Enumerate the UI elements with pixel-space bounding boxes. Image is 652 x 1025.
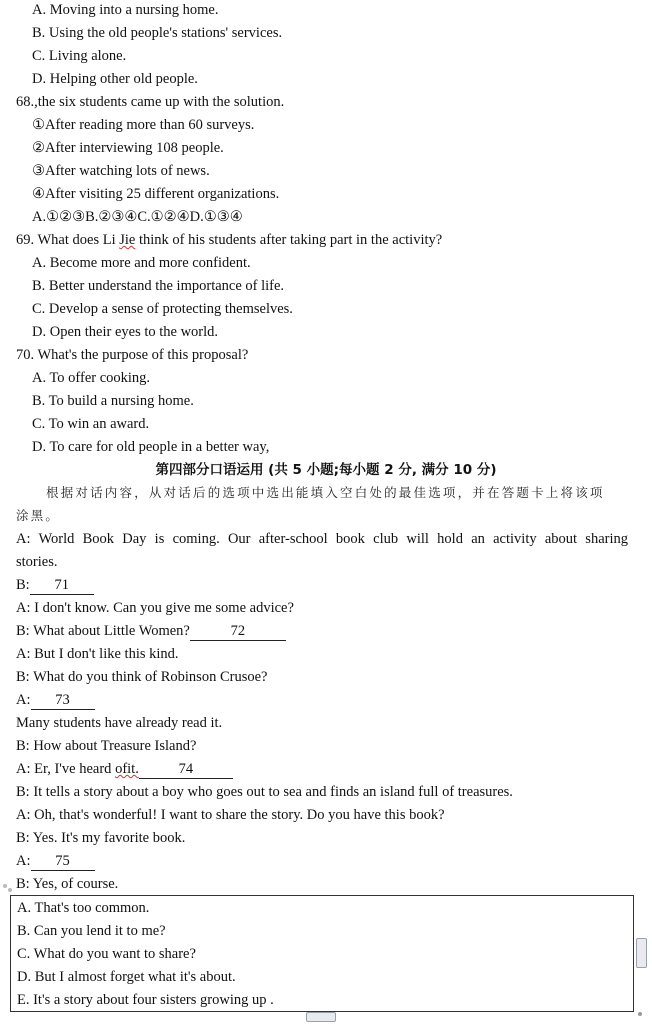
- q70-stem: 70. What's the purpose of this proposal?: [16, 347, 249, 363]
- dialogue-line-10-word: ofit.: [115, 761, 139, 777]
- q68-item-4: ④After visiting 25 different organizations.: [32, 186, 280, 202]
- dialogue-line-4: [16, 621, 286, 641]
- blank-74: 74: [139, 760, 233, 779]
- right-resize-handle[interactable]: [636, 938, 647, 968]
- q69-option-a: A. Become more and more confident.: [32, 255, 251, 271]
- q68-choices: A.①②③B.②③④C.①②④D.①③④: [32, 209, 243, 225]
- dialogue-line-5: A: But I don't like this kind.: [16, 646, 179, 662]
- box-option-b: B. Can you lend it to me?: [17, 923, 166, 939]
- q69-stem: [16, 230, 442, 250]
- bottom-resize-handle[interactable]: [306, 1012, 336, 1022]
- q67-option-d: D. Helping other old people.: [32, 71, 198, 87]
- dialogue-line-1a: A: World Book Day is coming. Our after-school book club will hold an activity about sharing: [16, 531, 628, 547]
- dialogue-line-9: B: How about Treasure Island?: [16, 738, 197, 754]
- q68-stem: 68.,the six students came up with the solution.: [16, 94, 285, 110]
- move-handle-icon[interactable]: [3, 884, 7, 888]
- q69-stem-after: think of his students after taking part in the activity?: [135, 232, 443, 248]
- q67-option-c: C. Living alone.: [32, 48, 127, 64]
- dialogue-line-14: [16, 851, 95, 871]
- section-instruction-line2: 涂黑。: [16, 508, 61, 523]
- dialogue-line-11: B: It tells a story about a boy who goes out to sea and finds an island full of treasures.: [16, 784, 513, 800]
- move-handle-icon-2[interactable]: [8, 888, 12, 892]
- box-option-a: A. That's too common.: [17, 900, 150, 916]
- q70-option-b: B. To build a nursing home.: [32, 393, 194, 409]
- dialogue-line-13: B: Yes. It's my favorite book.: [16, 830, 186, 846]
- blank-71: 71: [30, 576, 94, 595]
- dialogue-line-6: B: What do you think of Robinson Crusoe?: [16, 669, 268, 685]
- speaker-b: B:: [16, 577, 30, 593]
- dialogue-line-3: A: I don't know. Can you give me some advice?: [16, 600, 294, 616]
- q67-option-b: B. Using the old people's stations' services.: [32, 25, 283, 41]
- dialogue-line-7: [16, 690, 95, 710]
- box-option-d: D. But I almost forget what it's about.: [17, 969, 236, 985]
- box-option-e: E. It's a story about four sisters growing up .: [17, 992, 274, 1008]
- q67-option-a: A. Moving into a nursing home.: [32, 2, 219, 18]
- q69-stem-before: 69. What does Li: [16, 232, 120, 248]
- q70-option-a: A. To offer cooking.: [32, 370, 151, 386]
- q68-item-1: ①After reading more than 60 surveys.: [32, 117, 255, 133]
- corner-resize-handle[interactable]: [638, 1012, 642, 1016]
- q69-option-b: B. Better understand the importance of life.: [32, 278, 285, 294]
- blank-75: 75: [31, 852, 95, 871]
- blank-73: 73: [31, 691, 95, 710]
- section-heading: 第四部分口语运用 (共 5 小题;每小题 2 分, 满分 10 分): [155, 462, 497, 478]
- speaker-a-2: A:: [16, 853, 31, 869]
- q68-item-3: ③After watching lots of news.: [32, 163, 210, 179]
- dialogue-line-8: Many students have already read it.: [16, 715, 223, 731]
- blank-72: 72: [190, 622, 286, 641]
- q70-option-d: D. To care for old people in a better way,: [32, 439, 270, 455]
- q69-option-c: C. Develop a sense of protecting themselves.: [32, 301, 293, 317]
- dialogue-line-15: B: Yes, of course.: [16, 876, 119, 892]
- section-instruction-line1: 根据对话内容，从对话后的选项中选出能填入空白处的最佳选项，并在答题卡上将该项: [46, 485, 605, 500]
- dialogue-line-4-text: B: What about Little Women?: [16, 623, 190, 639]
- box-option-c: C. What do you want to share?: [17, 946, 196, 962]
- dialogue-line-12: A: Oh, that's wonderful! I want to share the story. Do you have this book?: [16, 807, 445, 823]
- q70-option-c: C. To win an award.: [32, 416, 150, 432]
- q69-option-d: D. Open their eyes to the world.: [32, 324, 219, 340]
- dialogue-line-10-before: A: Er, I've heard: [16, 761, 116, 777]
- q69-stem-name: Jie: [119, 232, 136, 248]
- dialogue-line-2: [16, 575, 94, 595]
- speaker-a: A:: [16, 692, 31, 708]
- q68-item-2: ②After interviewing 108 people.: [32, 140, 224, 156]
- dialogue-line-1b: stories.: [16, 554, 58, 570]
- dialogue-line-10: [16, 759, 233, 779]
- options-text-box[interactable]: [10, 895, 634, 1012]
